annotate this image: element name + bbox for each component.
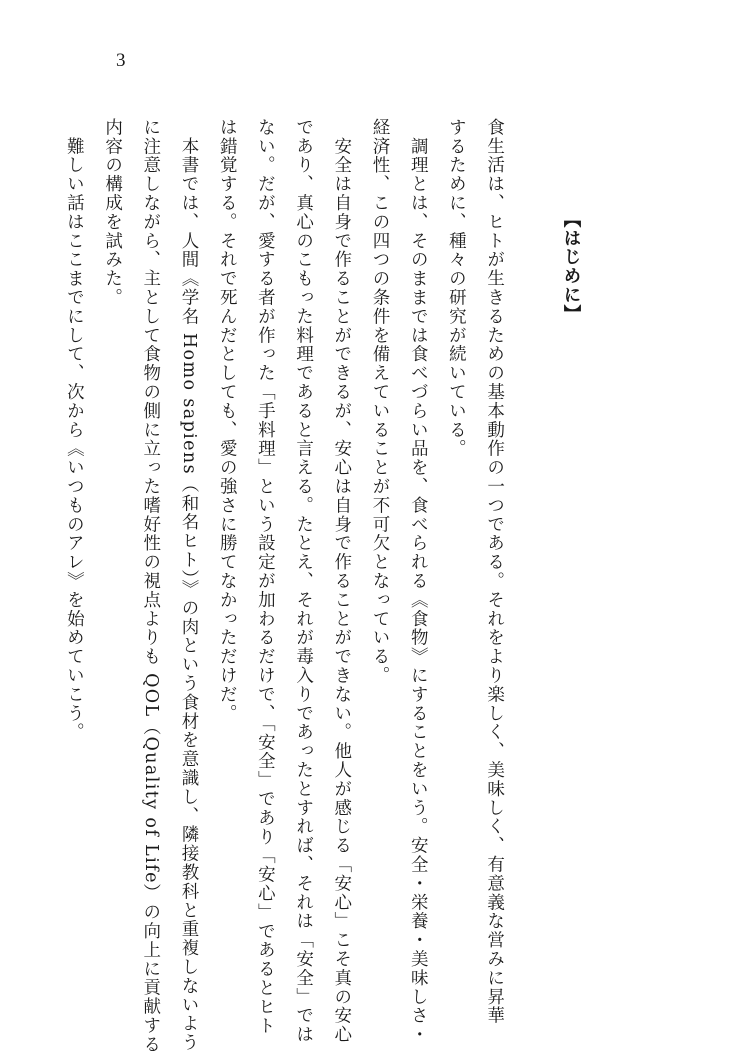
spacer [514,118,552,948]
page-number: 3 [116,50,126,71]
text-line: 安全は自身で作ることができるが、安心は自身で作ることができない。他人が感じる「安心」こそ真の安心 [331,118,352,1045]
text-line: 内容の構成を試みた。 [102,118,123,307]
text-line: 本書では、人間《学名 Homo sapiens（和名ヒト）》の肉という食材を意識し、隣接教科と重複しないよう [178,118,199,1053]
text-line: に注意しながら、主として食物の側に立った嗜好性の視点よりも QOL（Quality of Life）の向上に貢献する [140,118,161,1054]
text-line: 食生活は、ヒトが生きるための基本動作の一つである。それをより楽しく、美味しく、有意義な営みに昇華 [484,118,505,1026]
text-line: は錯覚する。それで死んだとしても、愛の強さに勝てなかっただけだ。 [217,118,238,723]
text-line: するために、種々の研究が続いている。 [446,118,467,459]
section-heading: 【はじめに】 [561,210,581,324]
body-text [64,118,590,1054]
text-line: ない。だが、愛する者が作った「手料理」という設定が加わるだけで、「安全」であり「安心」であるとヒト [255,118,276,1036]
text-line: 経済性、この四つの条件を備えていることが不可欠となっている。 [370,118,390,685]
text-line: であり、真心のこもった料理であると言える。たとえ、それが毒入りであったとすれば、それは「安全」では [293,118,314,1045]
text-line: 難しい話はここまでにして、次から《いつものアレ》を始めていこう。 [64,118,85,742]
text-line: 調理とは、そのままでは食べづらい品を、食べられる《食物》にすることをいう。安全・栄養・美味しさ・ [408,118,429,1045]
